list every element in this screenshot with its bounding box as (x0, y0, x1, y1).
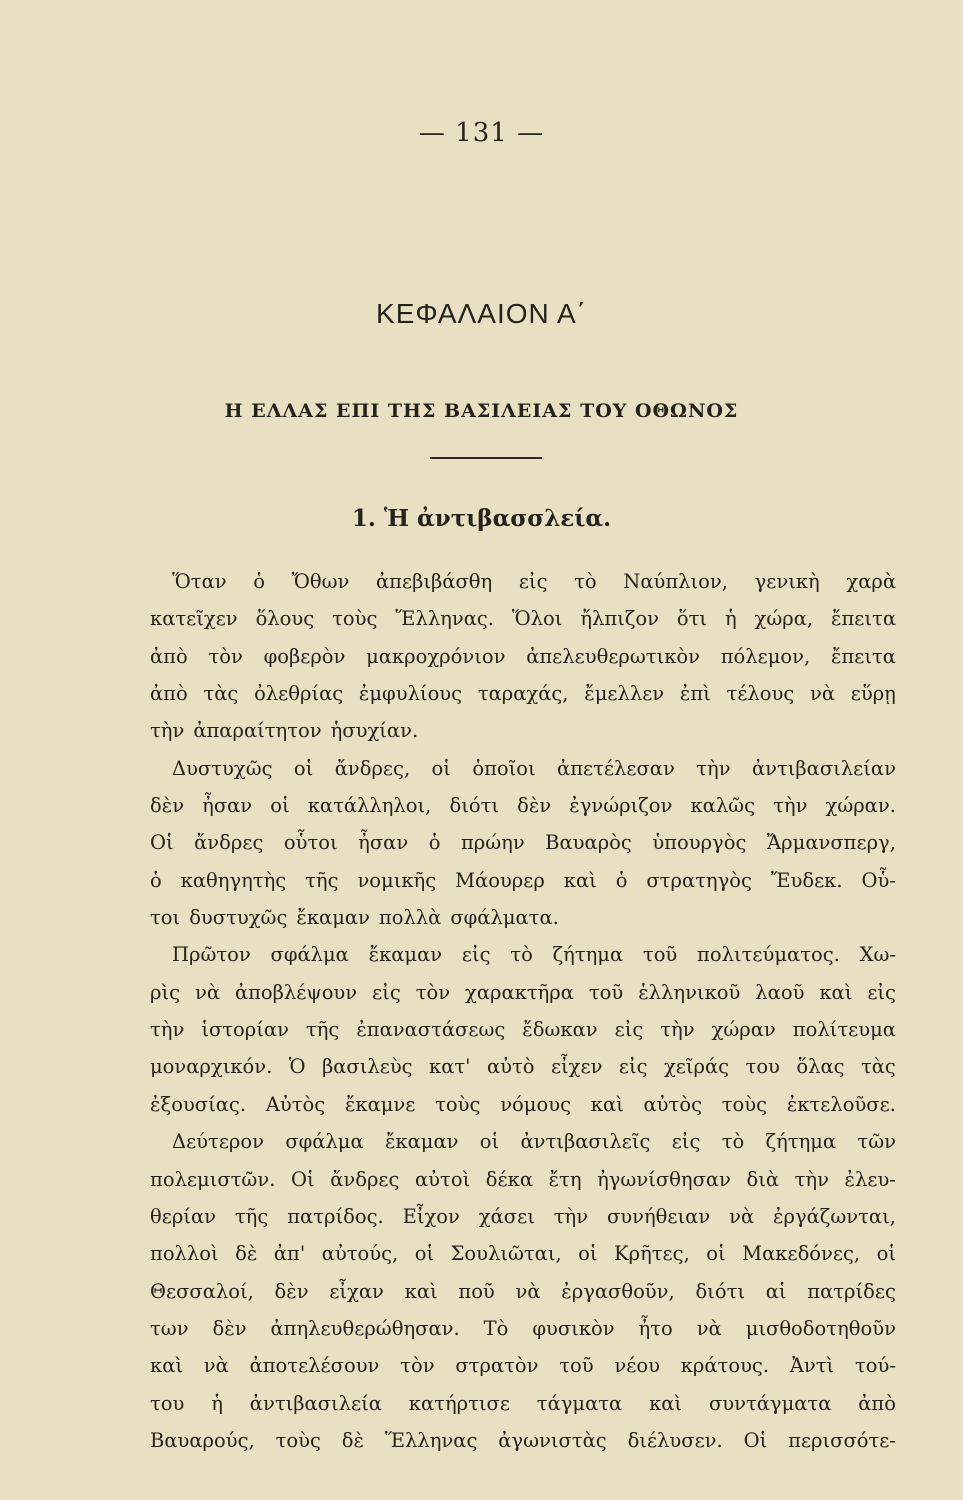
text-line: Οἱ ἄνδρες οὗτοι ἦσαν ὁ πρώην Βαυαρὸς ὑπουργὸς Ἄρμανσπεργ, (150, 831, 896, 855)
text-line: δὲν ἦσαν οἱ κατάλληλοι, διότι δὲν ἐγνώριζον καλῶς τὴν χώραν. (150, 794, 896, 818)
text-line: ὁ καθηγητὴς τῆς νομικῆς Μάουρερ καὶ ὁ στρατηγὸς Ἔυδεκ. Οὗ- (150, 868, 896, 892)
text-line: θερίαν τῆς πατρίδος. Εἶχον χάσει τὴν συνήθειαν νὰ ἐργάζωνται, (150, 1204, 896, 1228)
text-line: τὴν ἀπαραίτητον ἡσυχίαν. (150, 719, 419, 743)
subsection-title: 1. Ἡ ἀντιβασσλεία. (351, 505, 612, 532)
section-title: Η ΕΛΛΑΣ ΕΠΙ ΤΗΣ ΒΑΣΙΛΕΙΑΣ ΤΟΥ ΟΘΩΝΟΣ (224, 400, 739, 422)
text-line: καὶ νὰ ἀποτελέσουν τὸν στρατὸν τοῦ νέου κράτους. Ἀντὶ τού- (150, 1354, 896, 1378)
text-line: κατεῖχεν ὅλους τοὺς Ἕλληνας. Ὅλοι ἤλπιζον ὅτι ἡ χώρα, ἔπειτα (150, 607, 896, 631)
text-line: Ὅταν ὁ Ὄθων ἀπεβιβάσθη εἰς τὸ Ναύπλιον, γενικὴ χαρὰ (172, 570, 896, 593)
text-line: Δεύτερον σφάλμα ἔκαμαν οἱ ἀντιβασιλεῖς εἰς τὸ ζήτημα τῶν (172, 1130, 896, 1154)
page-number: — 131 — (418, 118, 545, 148)
text-line: πολλοὶ δὲ ἀπ' αὐτούς, οἱ Σουλιῶται, οἱ Κρῆτες, οἱ Μακεδόνες, οἱ (150, 1242, 896, 1266)
text-line: Πρῶτον σφάλμα ἔκαμαν εἰς τὸ ζήτημα τοῦ πολιτεύματος. Χω- (172, 943, 896, 967)
text-line: του ἡ ἀντιβασιλεία κατήρτισε τάγματα καὶ συντάγματα ἀπὸ (150, 1391, 896, 1415)
text-line: πολεμιστῶν. Οἱ ἄνδρες αὐτοὶ δέκα ἔτη ἠγωνίσθησαν διὰ τὴν ἐλευ- (150, 1167, 896, 1191)
text-line: Βαυαρούς, τοὺς δὲ Ἕλληνας ἀγωνιστὰς διέλυσεν. Οἱ περισσότε- (150, 1428, 896, 1452)
text-line: ἀπὸ τὰς ὀλεθρίας ἐμφυλίους ταραχάς, ἔμελλεν ἐπὶ τέλους νὰ εὕρῃ (150, 682, 896, 706)
body-text (150, 563, 896, 1459)
text-line: μοναρχικόν. Ὁ βασιλεὺς κατ' αὐτὸ εἶχεν εἰς χεῖράς του ὅλας τὰς (150, 1055, 896, 1079)
chapter-heading: ΚΕΦΑΛΑΙΟΝ Α΄ (376, 298, 587, 329)
text-line: των δὲν ἀπηλευθερώθησαν. Τὸ φυσικὸν ἦτο νὰ μισθοδοτηθοῦν (150, 1316, 896, 1340)
text-line: ἐξουσίας. Αὐτὸς ἔκαμνε τοὺς νόμους καὶ αὐτὸς τοὺς ἐκτελοῦσε. (150, 1092, 896, 1116)
text-line: ρὶς νὰ ἀποβλέψουν εἰς τὸν χαρακτῆρα τοῦ ἑλληνικοῦ λαοῦ καὶ εἰς (150, 980, 896, 1004)
text-line: τοι δυστυχῶς ἔκαμαν πολλὰ σφάλματα. (150, 906, 559, 930)
text-line: τὴν ἱστορίαν τῆς ἐπαναστάσεως ἔδωκαν εἰς τὴν χώραν πολίτευμα (150, 1018, 896, 1042)
text-line: Δυστυχῶς οἱ ἄνδρες, οἱ ὁποῖοι ἀπετέλεσαν τὴν ἀντιβασιλείαν (172, 756, 896, 780)
text-line: Θεσσαλοί, δὲν εἶχαν καὶ ποῦ νὰ ἐργασθοῦν, διότι αἱ πατρίδες (150, 1279, 896, 1303)
text-line: ἀπὸ τὸν φοβερὸν μακροχρόνιον ἀπελευθερωτικὸν πόλεμον, ἔπειτα (150, 644, 896, 668)
divider-rule (430, 457, 542, 459)
